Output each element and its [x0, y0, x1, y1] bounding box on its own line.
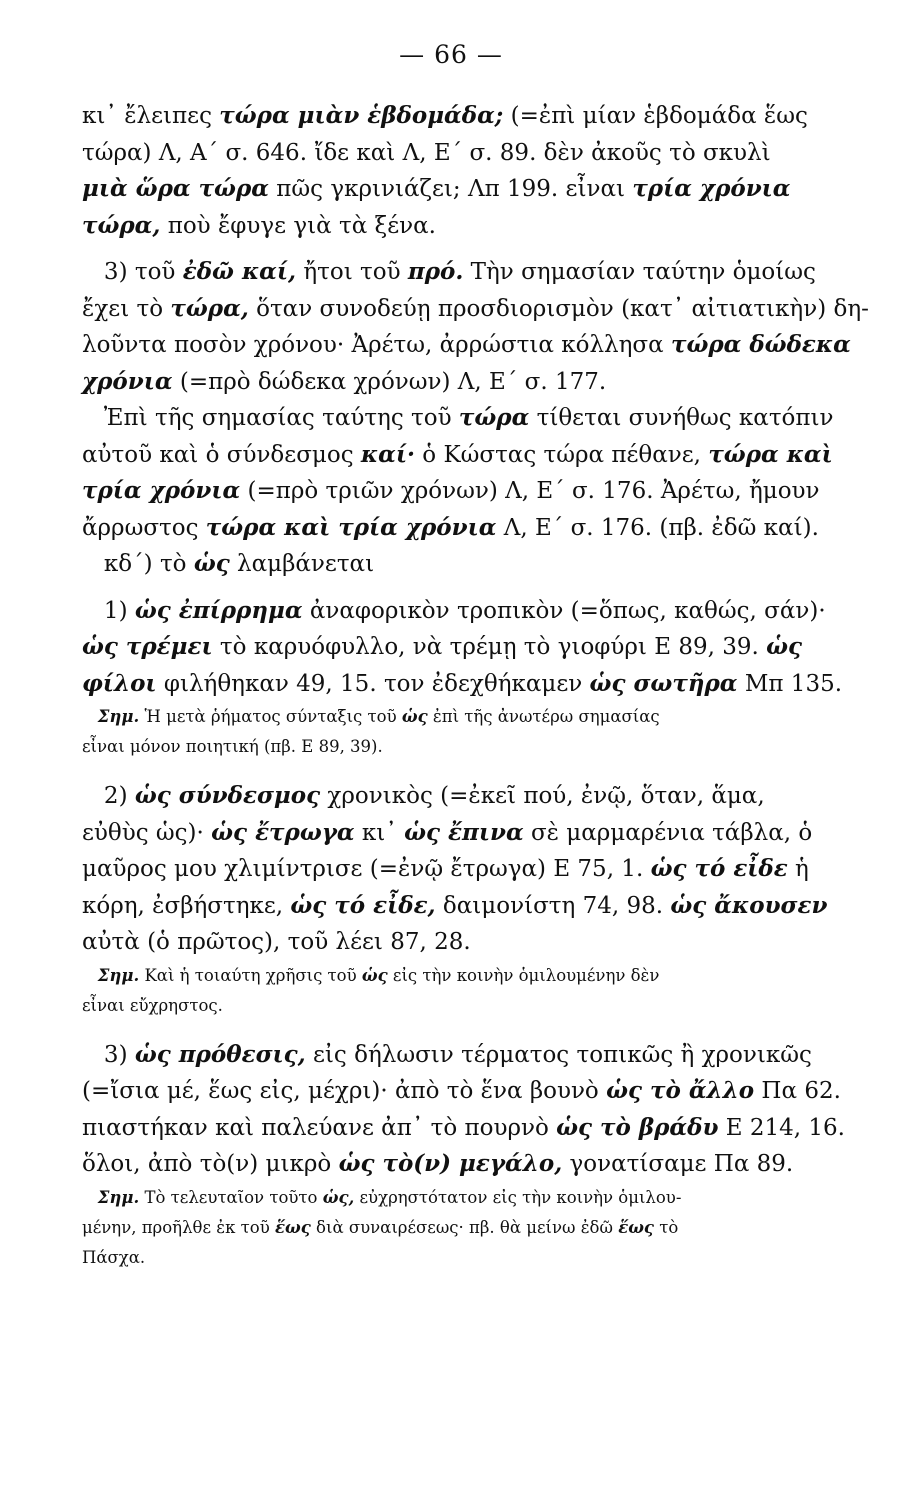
text-run: (=ἐπὶ μίαν ἑβδομάδα ἕως [503, 103, 808, 129]
text-run: αὐτὰ (ὁ πρῶτος), τοῦ λέει 87, 28. [82, 929, 471, 955]
emphasized-term: μιὰ ὥρα τώρα [82, 175, 269, 202]
emphasized-term: ὡς [361, 965, 388, 985]
emphasized-term: ὡς [766, 633, 803, 660]
text-run: διὰ συναιρέσεως· πβ. θὰ μείνω ἐδῶ [310, 1217, 619, 1237]
emphasized-term: ἕως [275, 1217, 311, 1237]
text-run: (=ἴσια μέ, ἕως εἰς, μέχρι)· ἀπὸ τὸ ἕνα βουνὸ [82, 1078, 607, 1104]
text-run: λοῦντα ποσὸν χρόνου· Ἀρέτω, ἀρρώστια κόλλησα [82, 332, 671, 358]
text-run: Πα 62. [754, 1078, 841, 1104]
note-line [82, 1243, 830, 1273]
emphasized-term: ὡς τό εἶδε [650, 855, 788, 882]
body-text [82, 98, 869, 1273]
text-run: ἡ [787, 856, 809, 882]
emphasized-term: ὡς, [322, 1187, 355, 1207]
text-line [82, 888, 830, 925]
emphasized-term: ὡς τὸ βράδυ [556, 1113, 719, 1141]
text-run: αὐτοῦ καὶ ὁ σύνδεσμος [82, 441, 361, 468]
text-run: τὸ [653, 1217, 679, 1237]
text-run [82, 707, 98, 726]
text-run: ὅταν συνοδεύῃ προσδιορισμὸν (κατ᾽ αἰτιατικὴν) δη- [248, 295, 869, 322]
text-line [82, 924, 830, 961]
text-run: ἐπὶ τῆς ἀνωτέρω σημασίας [427, 707, 660, 726]
text-run: ἀναφορικὸν τροπικὸν (=ὅπως, καθώς, σάν)· [302, 597, 826, 624]
text-run: ποὺ ἔφυγε γιὰ τὰ ξένα. [160, 212, 436, 239]
emphasized-term: Σημ. [97, 1187, 140, 1207]
emphasized-term: ἐδῶ καί, [182, 258, 297, 285]
text-run: 3) τοῦ [82, 259, 183, 285]
text-line [82, 171, 830, 208]
text-run [82, 966, 98, 985]
emphasized-term: ἕως [618, 1217, 654, 1237]
text-line [82, 546, 830, 583]
emphasized-term: τώρα [458, 404, 530, 431]
text-run: κδ΄) τὸ [82, 551, 194, 577]
text-run: εἶναι μόνον ποιητική (πβ. Ε 89, 39). [82, 737, 383, 756]
page-number: — 66 — [399, 40, 503, 69]
emphasized-term: Σημ. [97, 965, 140, 985]
text-run: ὅλοι, ἀπὸ τὸ(ν) μικρὸ [82, 1151, 339, 1177]
text-line [82, 593, 830, 630]
emphasized-term: ὡς σύνδεσμος [134, 782, 321, 809]
note-line [82, 702, 830, 732]
emphasized-term: ὡς τὸ ἄλλο [606, 1077, 755, 1104]
text-run: ἄρρωστος [82, 514, 206, 541]
text-line [82, 510, 830, 547]
text-run: τίθεται συνήθως κατόπιν [529, 405, 834, 431]
text-run: 2) [82, 783, 135, 809]
note-line [82, 732, 830, 762]
emphasized-term: ὡς [401, 707, 428, 726]
text-run: (=πρὸ δώδεκα χρόνων) Λ, Ε΄ σ. 177. [172, 368, 607, 395]
text-run: γονατίσαμε Πα 89. [562, 1151, 794, 1177]
text-run: τὸ καρυόφυλλο, νὰ τρέμῃ τὸ γιοφύρι Ε 89, 39. [212, 634, 767, 660]
emphasized-term: τώρα καὶ τρία χρόνια [205, 513, 497, 541]
emphasized-term: χρόνια [82, 367, 173, 395]
note-line [82, 1183, 830, 1213]
text-line [82, 1073, 841, 1110]
text-run: Λ, Ε΄ σ. 176. (πβ. ἐδῶ καί). [496, 514, 819, 541]
text-run: δαιμονίστη 74, 98. [435, 892, 671, 919]
emphasized-term: ὡς τὸ(ν) μεγάλο, [338, 1150, 563, 1177]
note-line [82, 961, 830, 991]
emphasized-term: ὡς πρόθεσις, [134, 1040, 306, 1068]
emphasized-term: ὡς ἔπινα [404, 818, 524, 846]
text-line [82, 815, 830, 852]
text-run: εἶναι εὔχρηστος. [82, 995, 223, 1015]
text-run: Μπ 135. [737, 670, 843, 697]
text-run: Ε 214, 16. [718, 1114, 845, 1141]
emphasized-term: φίλοι [82, 669, 157, 697]
paragraph-gap [82, 762, 830, 778]
text-run: (=πρὸ τριῶν χρόνων) Λ, Ε΄ σ. 176. Ἀρέτω, ἤμουν [240, 478, 820, 504]
text-run: τώρα) Λ, Α΄ σ. 646. ἴδε καὶ Λ, Ε΄ σ. 89. δὲν ἀκοῦς τὸ σκυλὶ [82, 139, 771, 166]
text-line [82, 364, 830, 401]
emphasized-term: ὡς τό εἶδε, [290, 891, 436, 919]
emphasized-term: πρό. [407, 258, 464, 285]
text-line [82, 135, 830, 172]
text-run: ἔχει τὸ [82, 295, 171, 322]
emphasized-term: τώρα, [82, 211, 161, 239]
text-line [82, 291, 869, 328]
emphasized-term: ὡς ἄκουσεν [670, 891, 828, 919]
emphasized-term: τώρα μιὰν ἑβδομάδα; [219, 102, 504, 129]
text-run: Καὶ ἡ τοιαύτη χρῆσις τοῦ [139, 965, 362, 985]
text-run: εἰς δήλωσιν τέρματος τοπικῶς ἢ χρονικῶς [305, 1041, 812, 1068]
text-run: φιλήθηκαν 49, 15. τον ἐδεχθήκαμεν [156, 670, 590, 697]
text-run: πῶς γκρινιάζει; Λπ 199. εἶναι [268, 176, 633, 202]
text-line [82, 851, 830, 888]
text-run: ὁ Κώστας τώρα πέθανε, [414, 441, 709, 468]
emphasized-term: ὡς τρέμει [82, 633, 213, 660]
text-line [82, 327, 851, 364]
emphasized-term: ὡς [193, 550, 230, 577]
emphasized-term: καί· [360, 440, 415, 468]
text-run: Τὸ τελευταῖον τοῦτο [139, 1187, 323, 1207]
text-line [82, 629, 830, 666]
text-run: κι᾽ ἔλειπες [82, 103, 220, 129]
text-run: μαῦρος μου χλιμίντρισε (=ἐνῷ ἔτρωγα) Ε 75, 1. [82, 856, 651, 882]
text-run: ἤτοι τοῦ [296, 259, 408, 285]
emphasized-term: ὡς ἐπίρρημα [134, 596, 303, 624]
text-line [82, 208, 830, 245]
text-run: χρονικὸς (=ἐκεῖ πού, ἐνῷ, ὅταν, ἅμα, [320, 783, 765, 809]
text-line [82, 778, 830, 815]
paragraph-gap [82, 1021, 830, 1037]
text-run: Τὴν σημασίαν ταύτην ὁμοίως [463, 259, 816, 285]
text-line [82, 1037, 830, 1074]
text-run: λαμβάνεται [229, 551, 375, 577]
text-run: μένην, προῆλθε ἐκ τοῦ [82, 1217, 276, 1237]
text-run: εὐχρηστότατον εἰς τὴν κοινὴν ὁμιλου- [354, 1187, 682, 1207]
text-run: Πάσχα. [82, 1247, 146, 1267]
text-run [82, 1188, 98, 1207]
paragraph-gap [82, 583, 830, 593]
emphasized-term: τώρα, [170, 294, 249, 322]
text-line [82, 437, 833, 474]
emphasized-term: ὡς σωτῆρα [589, 669, 738, 697]
text-run: εἰς τὴν κοινὴν ὁμιλουμένην δὲν [387, 965, 660, 985]
text-line [82, 98, 830, 135]
text-line [82, 1146, 830, 1183]
text-run: εὐθὺς ὡς)· [82, 819, 212, 846]
note-line [82, 991, 830, 1021]
text-run: κόρη, ἐσβήστηκε, [82, 892, 291, 919]
text-line [82, 1110, 845, 1147]
text-run: σὲ μαρμαρένια τάβλα, ὁ [523, 819, 813, 846]
text-line [82, 473, 830, 510]
emphasized-term: τρία χρόνια [82, 477, 241, 504]
text-line [82, 666, 843, 703]
emphasized-term: τώρα καὶ [708, 440, 833, 468]
emphasized-term: ὡς ἔτρωγα [211, 818, 355, 846]
note-line [82, 1213, 830, 1243]
emphasized-term: Σημ. [97, 707, 140, 726]
paragraph-gap [82, 244, 830, 254]
emphasized-term: τρία χρόνια [632, 175, 791, 202]
emphasized-term: τώρα δώδεκα [670, 331, 851, 358]
text-run: κι᾽ [354, 819, 405, 846]
text-line [82, 254, 830, 291]
text-run: Ἡ μετὰ ῥήματος σύνταξις τοῦ [139, 707, 402, 726]
text-run: πιαστήκαν καὶ παλεύανε ἀπ᾽ τὸ πουρνὸ [82, 1114, 557, 1141]
text-run: Ἐπὶ τῆς σημασίας ταύτης τοῦ [82, 405, 459, 431]
text-line [82, 400, 834, 437]
text-run: 1) [82, 597, 135, 624]
text-run: 3) [82, 1041, 135, 1068]
